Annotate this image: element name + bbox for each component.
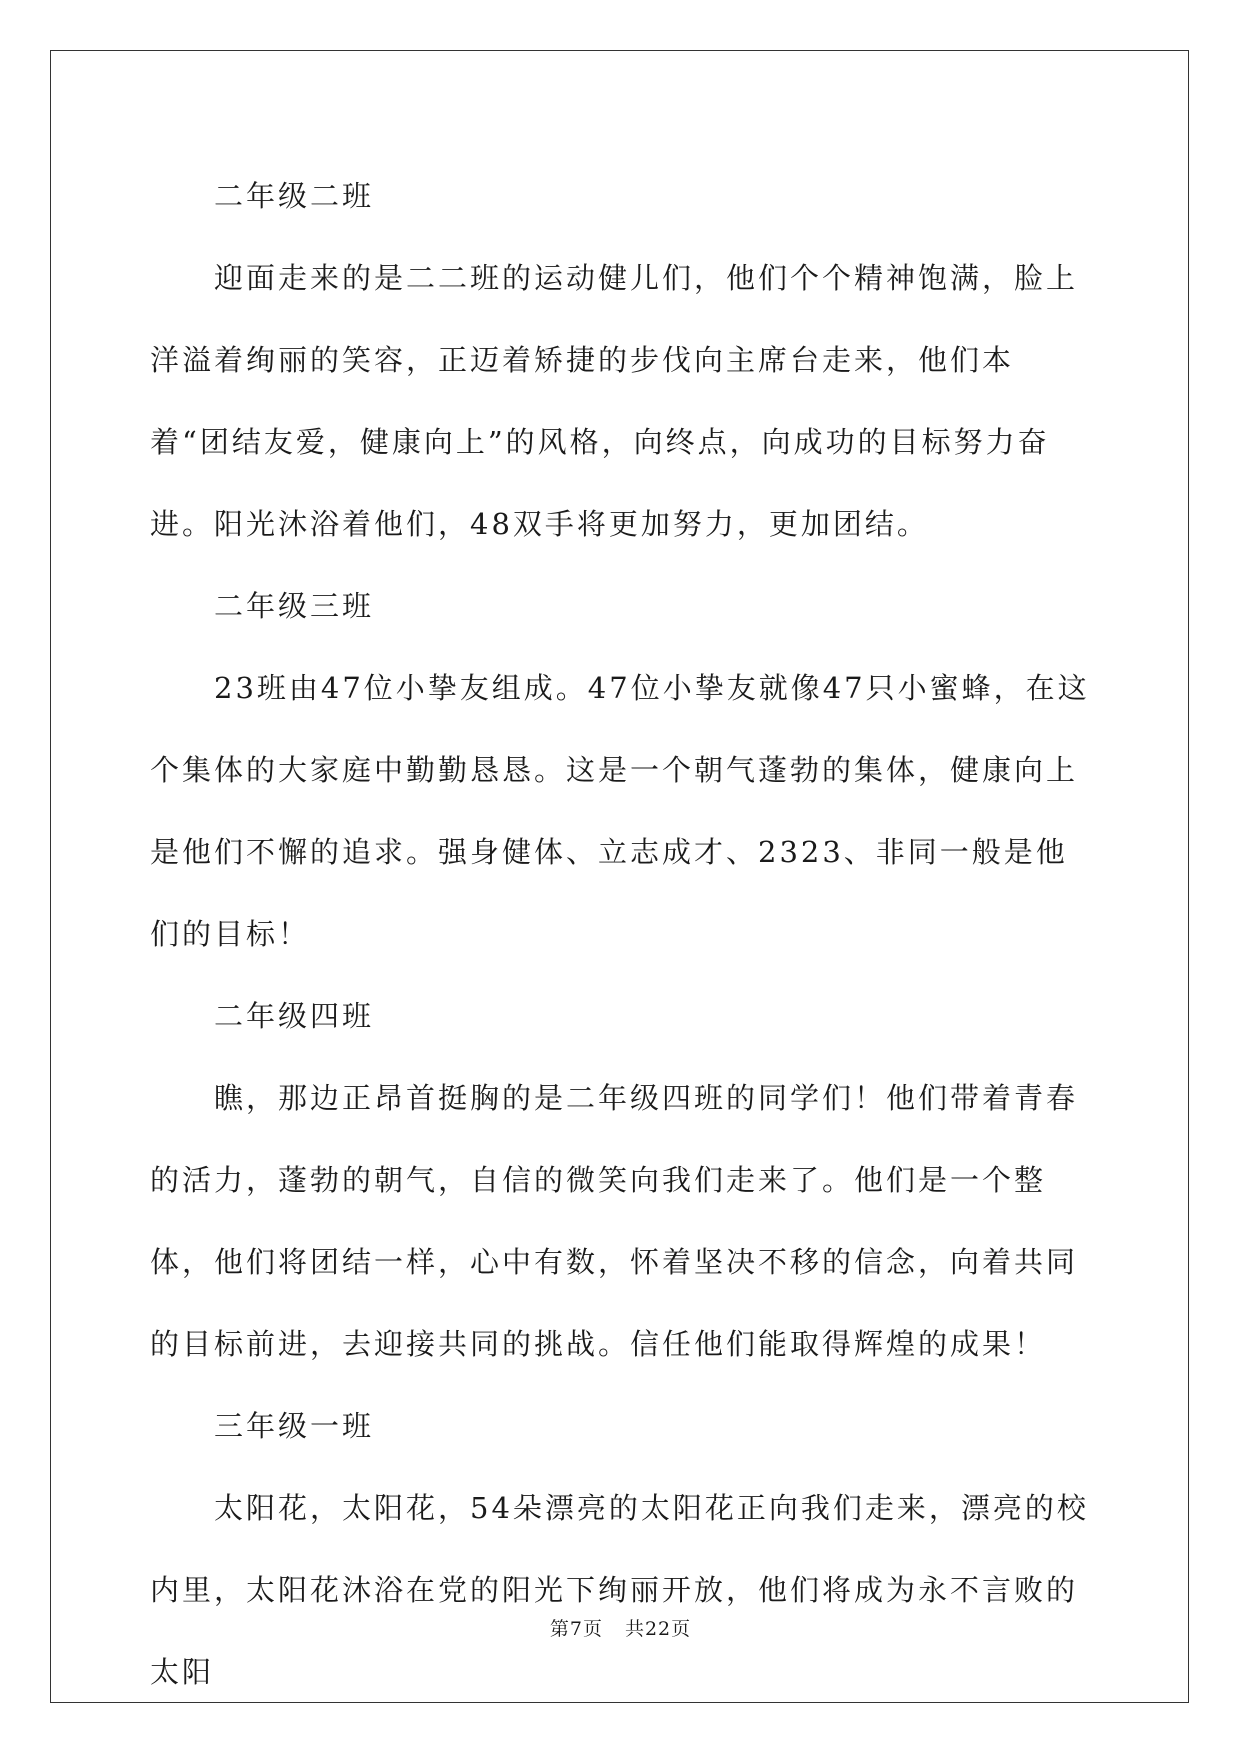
section-heading: 二年级四班: [214, 999, 375, 1033]
page-footer: [0, 1614, 1241, 1641]
section-heading: 三年级一班: [214, 1409, 375, 1443]
section-heading: 二年级二班: [214, 179, 375, 213]
section-paragraph: 迎面走来的是二二班的运动健儿们，他们个个精神饱满，脸上洋溢着绚丽的笑容，正迈着矫捷的步伐向主席台走来，他们本着“团结友爱，健康向上”的风格，向终点，向成功的目标努力奋进。阳光沐浴着他们，48双手将更加努力，更加团结。: [150, 261, 1079, 541]
document-body: [150, 155, 1090, 1713]
section-paragraph: 太阳花，太阳花，54朵漂亮的太阳花正向我们走来，漂亮的校内里，太阳花沐浴在党的阳光下绚丽开放，他们将成为永不言败的太阳: [150, 1491, 1089, 1689]
section-heading: 二年级三班: [214, 589, 375, 623]
section-paragraph: 23班由47位小挚友组成。47位小挚友就像47只小蜜蜂，在这个集体的大家庭中勤勤恳恳。这是一个朝气蓬勃的集体，健康向上是他们不懈的追求。强身健体、立志成才、2323、非同一般是他们的目标！: [150, 671, 1090, 951]
current-page-number: 第7页: [549, 1618, 603, 1640]
total-page-count: 共22页: [624, 1618, 692, 1640]
section-paragraph: 瞧，那边正昂首挺胸的是二年级四班的同学们！他们带着青春的活力，蓬勃的朝气，自信的微笑向我们走来了。他们是一个整体，他们将团结一样，心中有数，怀着坚决不移的信念，向着共同的目标前进，去迎接共同的挑战。信任他们能取得辉煌的成果！: [150, 1081, 1079, 1361]
